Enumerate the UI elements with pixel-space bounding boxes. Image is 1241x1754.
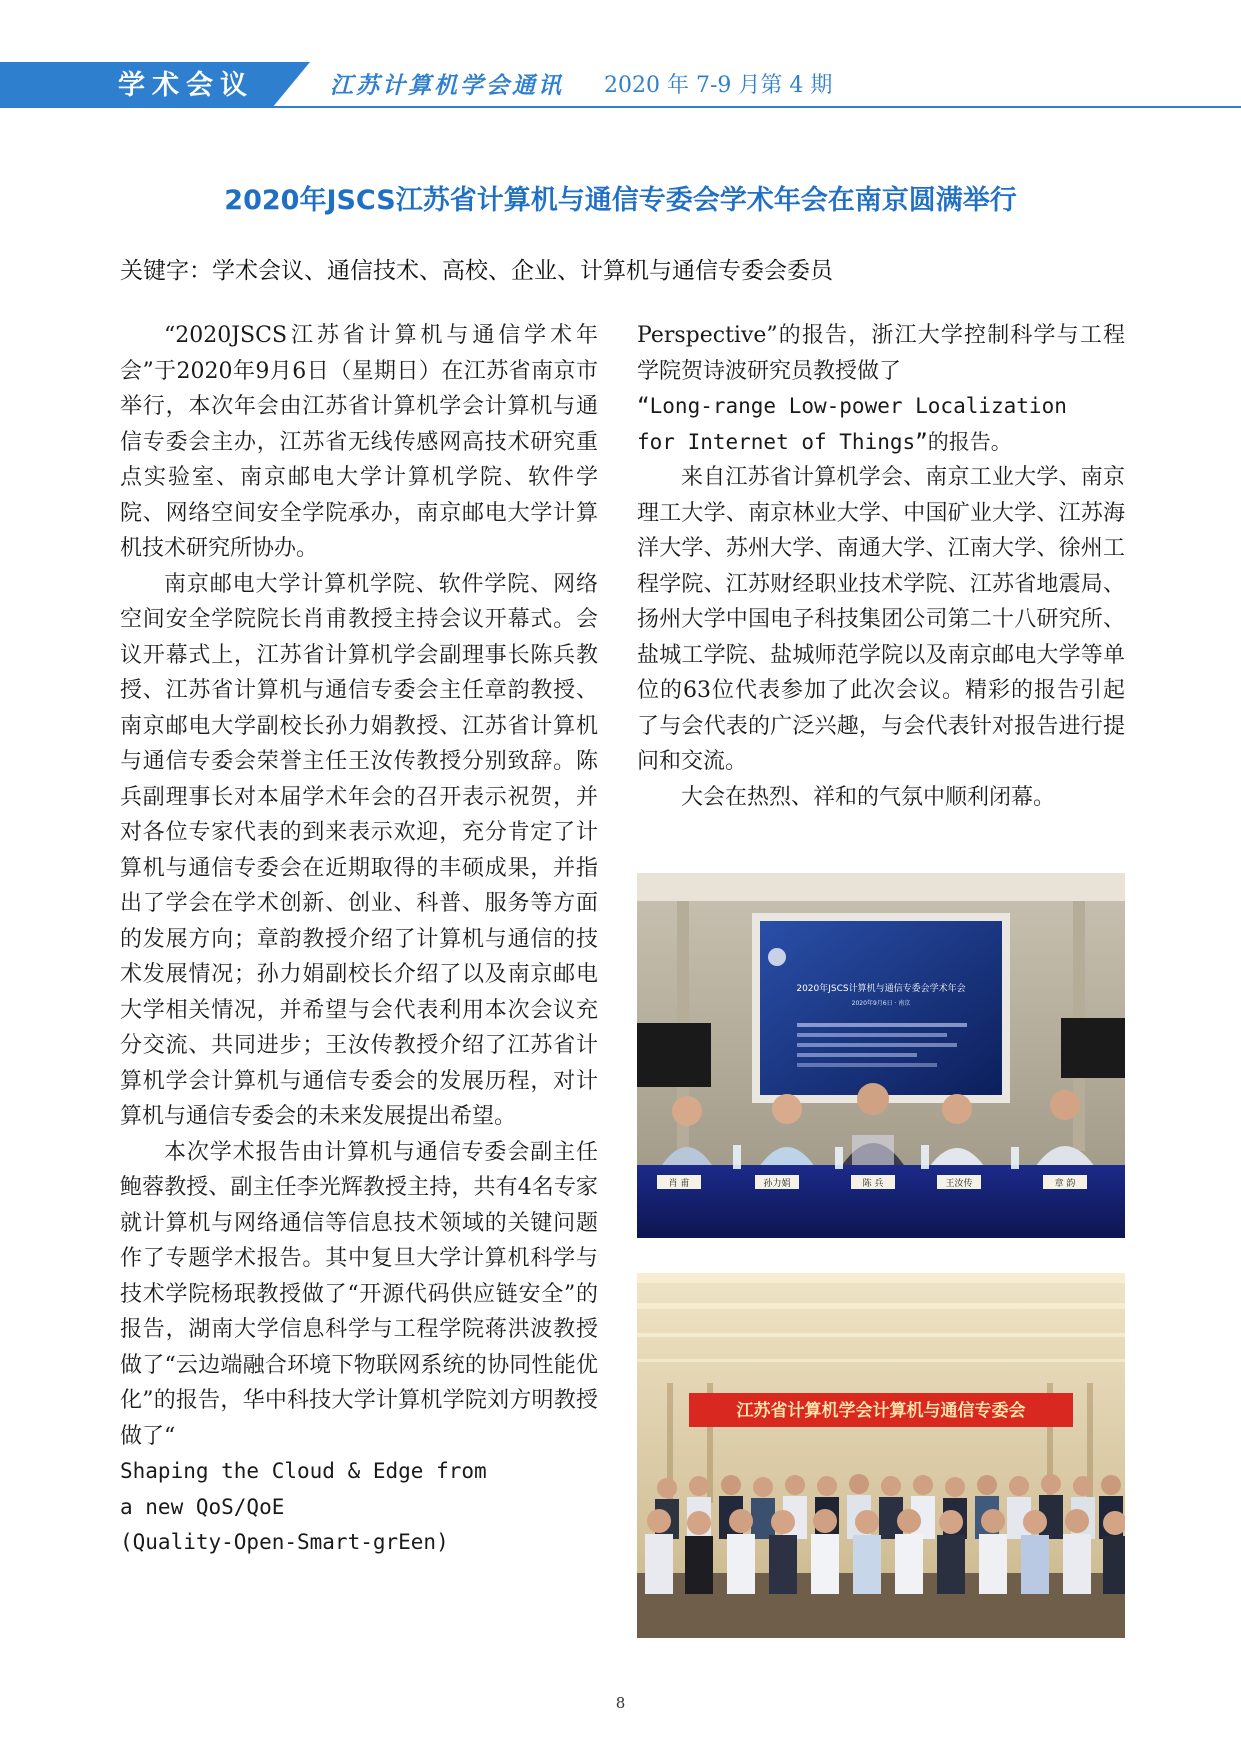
paragraph-line: Perspective”的报告，浙江大学控制科学与工程学院贺诗波研究员教授做了 (637, 323, 1125, 384)
paragraph-line: (Quality-Open-Smart-grEen) (120, 1530, 449, 1554)
left-column (120, 318, 598, 1561)
screen-subtitle: 2020年9月6日 · 南京 (851, 1000, 911, 1007)
screen-title: 2020年JSCS计算机与通信专委会学术年会 (796, 984, 966, 994)
group-photo (637, 1273, 1125, 1638)
paragraph-line: “Long-range Low-power Localization (637, 394, 1067, 418)
section-label: 学术会议 (118, 70, 254, 101)
conference-stage-photo (637, 873, 1125, 1238)
nameplate: 王汝传 (945, 1179, 973, 1189)
article-keywords: 关键字：学术会议、通信技术、高校、企业、计算机与通信专委会委员 (120, 258, 833, 284)
paragraph: 南京邮电大学计算机学院、软件学院、网络空间安全学院院长肖甫教授主持会议开幕式。会议开幕式上，江苏省计算机学会副理事长陈兵教授、江苏省计算机与通信专委会主任章韵教授、南京邮电大学副校长孙力娟教授、江苏省计算机与通信专委会荣誉主任王汝传教授分别致辞。陈兵副理事长对本届学术年会的召开表示祝贺，并对各位专家代表的到来表示欢迎，充分肯定了计算机与通信专委会在近期取得的丰硕成果，并指出了学会在学术创新、创业、科普、服务等方面的发展方向；章韵教授介绍了计算机与通信的技术发展情况；孙力娟副校长介绍了以及南京邮电大学相关情况，并希望与会代表利用本次会议充分交流、共同进步；王汝传教授介绍了江苏省计算机学会计算机与通信专委会的发展历程，对计算机与通信专委会的未来发展提出希望。 (120, 571, 598, 1129)
nameplate: 章 韵 (1054, 1179, 1076, 1189)
page-header (0, 0, 1241, 130)
issue-number: 2020 年 7-9 月第 4 期 (604, 73, 833, 98)
paragraph-line: a new QoS/QoE (120, 1494, 285, 1519)
paragraph-line: for Internet of Things”的报告。 (637, 429, 1012, 454)
nameplate: 陈 兵 (862, 1179, 884, 1189)
paragraph: 本次学术报告由计算机与通信专委会副主任鲍蓉教授、副主任李光辉教授主持，共有4名专家就计算机与网络通信等信息技术领域的关键问题作了专题学术报告。其中复旦大学计算机科学与技术学院杨珉教授做了“开源代码供应链安全”的报告，湖南大学信息科学与工程学院蒋洪波教授做了“云边端融合环境下物联网系统的协同性能优化”的报告，华中科技大学计算机学院刘方明教授做了“ (120, 1139, 598, 1449)
nameplate: 肖 甫 (668, 1179, 690, 1189)
right-tv (1061, 1018, 1125, 1078)
page-number: 8 (615, 1694, 626, 1712)
projection-screen (760, 921, 1002, 1095)
paragraph: “2020JSCS江苏省计算机与通信学术年会”于2020年9月6日（星期日）在江苏省南京市举行，本次年会由江苏省计算机学会计算机与通信专委会主办，江苏省无线传感网高技术研究重点实验室、南京邮电大学计算机学院、软件学院、网络空间安全学院承办，南京邮电大学计算机技术研究所协办。 (120, 323, 598, 561)
paragraph: 来自江苏省计算机学会、南京工业大学、南京理工大学、南京林业大学、中国矿业大学、江苏海洋大学、苏州大学、南通大学、江南大学、徐州工程学院、江苏财经职业技术学院、江苏省地震局、扬州大学中国电子科技集团公司第二十八研究所、盐城工学院、盐城师范学院以及南京邮电大学等单位的63位代表参加了此次会议。精彩的报告引起了与会代表的广泛兴趣，与会代表针对报告进行提问和交流。 (637, 465, 1125, 774)
paragraph: 大会在热烈、祥和的气氛中顺利闭幕。 (681, 784, 1056, 810)
back-row-people (655, 1474, 1123, 1539)
journal-name: 江苏计算机学会通讯 (330, 72, 564, 99)
paragraph-line: Shaping the Cloud & Edge from (120, 1459, 487, 1483)
article-title: 2020年JSCS江苏省计算机与通信专委会学术年会在南京圆满举行 (224, 185, 1017, 216)
nameplate: 孙力娟 (763, 1179, 791, 1189)
banner-text: 江苏省计算机学会计算机与通信专委会 (736, 1401, 1026, 1421)
right-column (637, 318, 1125, 815)
left-tv (637, 1023, 711, 1087)
